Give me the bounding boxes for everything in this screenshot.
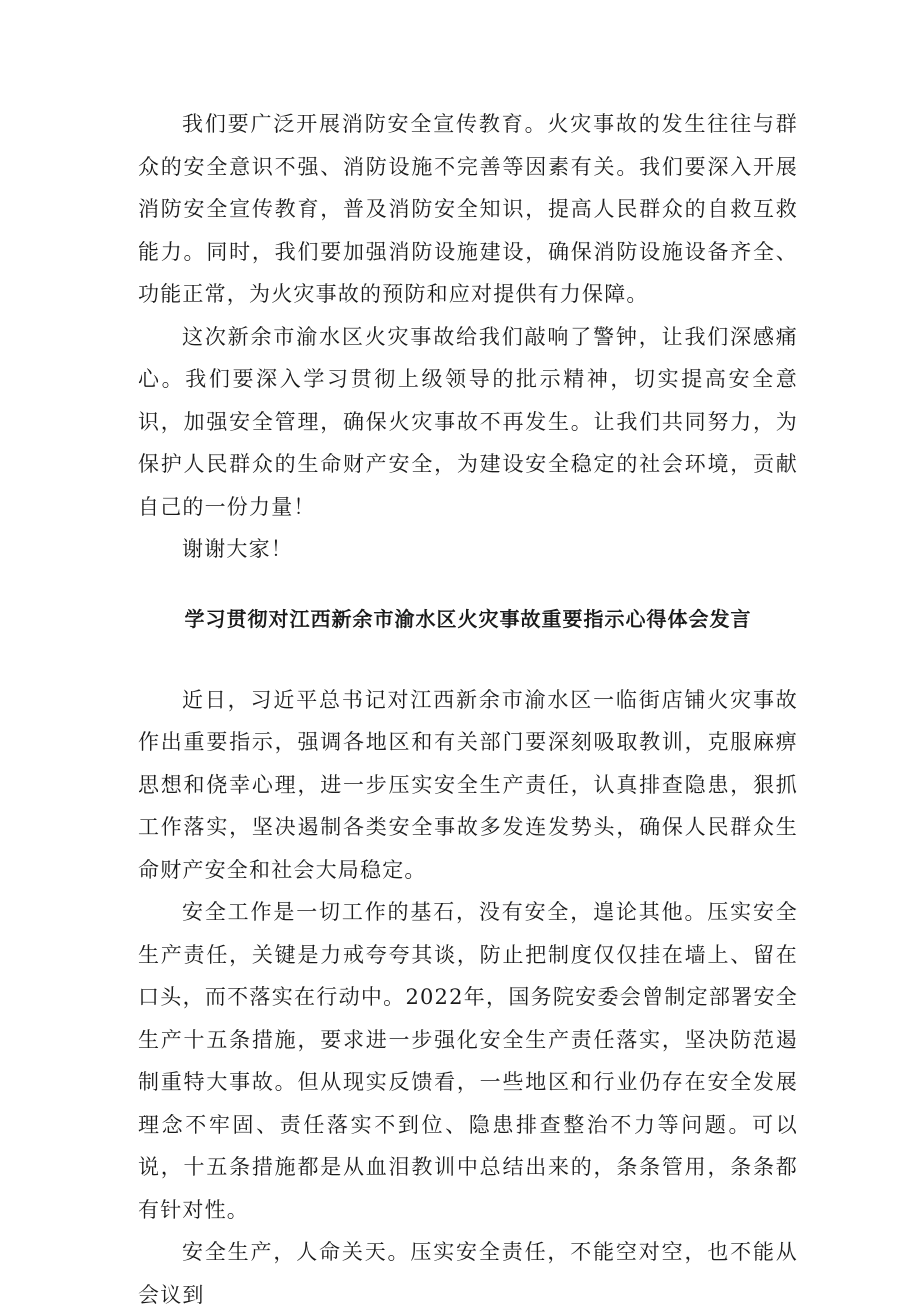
paragraph-safety-production: 安全生产，人命关天。压实安全责任，不能空对空，也不能从会议到: [138, 1240, 798, 1307]
paragraph-fire-safety-education: 我们要广泛开展消防安全宣传教育。火灾事故的发生往往与群众的安全意识不强、消防设施不完善等因素有关。我们要深入开展消防安全宣传教育，普及消防安全知识，提高人民群众的自救互救能力。同时，我们要加强消防设施建设，确保消防设施设备齐全、功能正常，为火灾事故的预防和应对提供有力保障。: [138, 112, 798, 306]
paragraph-warning-bell: 这次新余市渝水区火灾事故给我们敲响了警钟，让我们深感痛心。我们要深入学习贯彻上级领导的批示精神，切实提高安全意识，加强安全管理，确保火灾事故不再发生。让我们共同努力，为保护人民群众的生命财产安全，为建设安全稳定的社会环境，贡献自己的一份力量！: [138, 324, 798, 519]
paragraph-safety-foundation: 安全工作是一切工作的基石，没有安全，遑论其他。压实安全生产责任，关键是力戒夸夸其谈，防止把制度仅仅挂在墙上、留在口头，而不落实在行动中。2022年，国务院安委会曾制定部署安全生产十五条措施，要求进一步强化安全生产责任落实，坚决防范遏制重特大事故。但从现实反馈看，一些地区和行业仍存在安全发展理念不牢固、责任落实不到位、隐患排查整治不力等问题。可以说，十五条措施都是从血泪教训中总结出来的，条条管用，条条都有针对性。: [138, 900, 798, 1222]
document-body: [138, 103, 798, 1316]
paragraph-important-instruction: 近日，习近平总书记对江西新余市渝水区一临街店铺火灾事故作出重要指示，强调各地区和有关部门要深刻吸取教训，克服麻痹思想和侥幸心理，进一步压实安全生产责任，认真排查隐患，狠抓工作落实，坚决遏制各类安全事故多发连发势头，确保人民群众生命财产安全和社会大局稳定。: [138, 687, 798, 882]
closing-thanks: 谢谢大家！: [182, 537, 293, 561]
article-heading: 学习贯彻对江西新余市渝水区火灾事故重要指示心得体会发言: [184, 606, 752, 631]
